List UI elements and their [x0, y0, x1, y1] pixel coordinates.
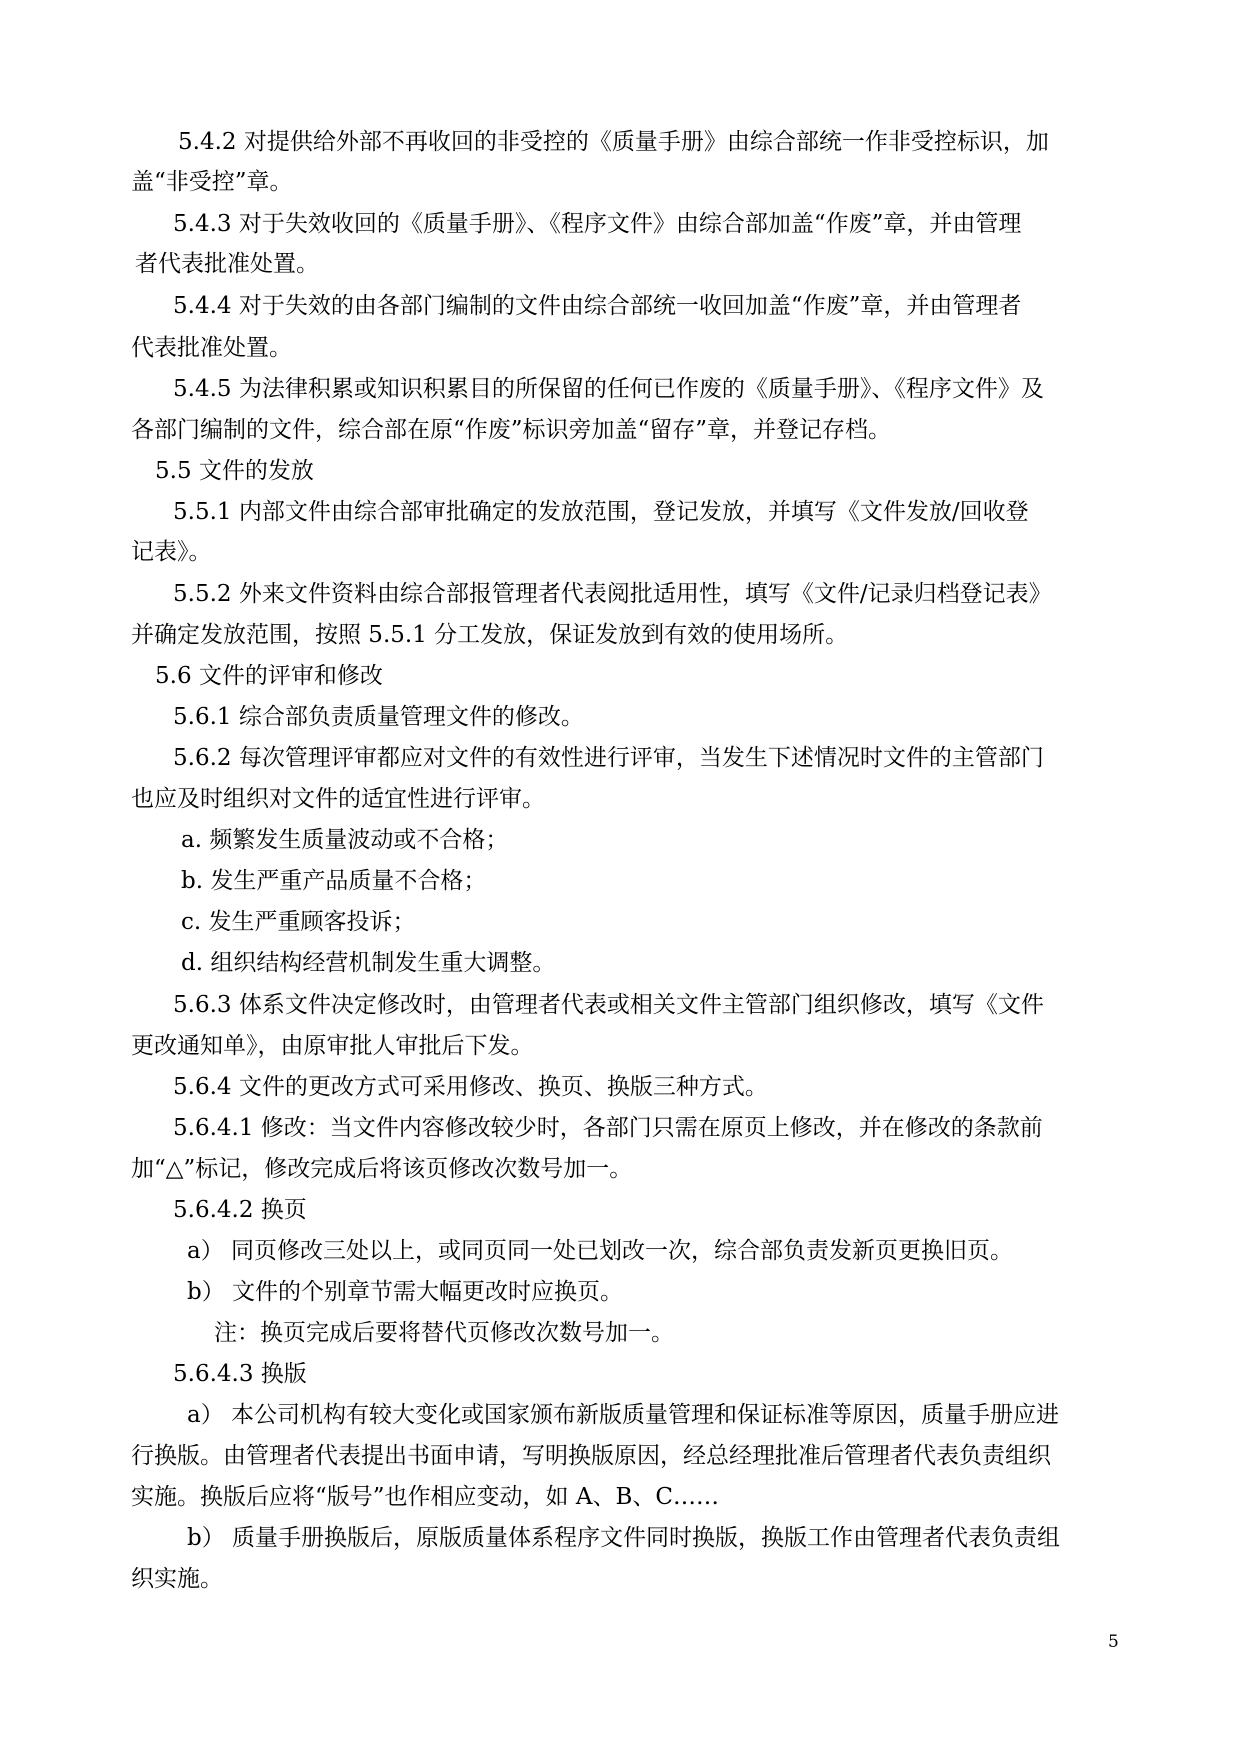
- text-line: 5.6.3 体系文件决定修改时，由管理者代表或相关文件主管部门组织修改，填写《文件: [173, 992, 1044, 1018]
- text-line: 5.6.4 文件的更改方式可采用修改、换页、换版三种方式。: [173, 1074, 768, 1100]
- list-item: b） 文件的个别章节需大幅更改时应换页。: [187, 1279, 624, 1305]
- text-line: 5.6.2 每次管理评审都应对文件的有效性进行评审，当发生下述情况时文件的主管部门: [173, 745, 1044, 771]
- section-heading: 5.6 文件的评审和修改: [155, 663, 383, 689]
- text-line: 行换版。由管理者代表提出书面申请，写明换版原因，经总经理批准后管理者代表负责组织: [131, 1443, 1051, 1469]
- text-line: 5.6.4.1 修改：当文件内容修改较少时，各部门只需在原页上修改，并在修改的条款前: [173, 1115, 1043, 1141]
- text-line: 5.5.1 内部文件由综合部审批确定的发放范围，登记发放，并填写《文件发放/回收登: [173, 499, 1029, 525]
- text-line: 5.6.4.2 换页: [173, 1197, 307, 1223]
- text-line: 5.6.1 综合部负责质量管理文件的修改。: [173, 704, 584, 730]
- text-line: 加“△”标记，修改完成后将该页修改次数号加一。: [131, 1156, 633, 1182]
- text-line: 5.4.2 对提供给外部不再收回的非受控的《质量手册》由综合部统一作非受控标识，加: [178, 129, 1049, 155]
- list-item: d. 组织结构经营机制发生重大调整。: [181, 950, 556, 976]
- section-heading: 5.5 文件的发放: [155, 458, 314, 484]
- text-line: 实施。换版后应将“版号”也作相应变动，如 A、B、C……: [131, 1484, 719, 1510]
- text-line: 盖“非受控”章。: [131, 169, 293, 195]
- list-item: a） 同页修改三处以上，或同页同一处已划改一次，综合部负责发新页更换旧页。: [187, 1238, 1014, 1264]
- list-item: c. 发生严重顾客投诉；: [181, 909, 416, 935]
- text-line: 织实施。: [131, 1566, 223, 1592]
- page-number: 5: [1108, 1632, 1119, 1652]
- list-item: a. 频繁发生质量波动或不合格；: [181, 827, 509, 853]
- text-line: 记表》。: [131, 539, 212, 565]
- list-item: b） 质量手册换版后，原版质量体系程序文件同时换版，换版工作由管理者代表负责组: [187, 1525, 1061, 1551]
- text-line: 5.5.2 外来文件资料由综合部报管理者代表阅批适用性，填写《文件/记录归档登记表》: [173, 581, 1052, 607]
- text-line: 5.4.4 对于失效的由各部门编制的文件由综合部统一收回加盖“作废”章，并由管理者: [173, 293, 1022, 319]
- text-line: 5.4.3 对于失效收回的《质量手册》、《程序文件》由综合部加盖“作废”章，并由管理: [173, 211, 1022, 237]
- text-line: 代表批准处置。: [131, 335, 292, 361]
- note-line: 注：换页完成后要将替代页修改次数号加一。: [214, 1320, 674, 1346]
- list-item: a） 本公司机构有较大变化或国家颁布新版质量管理和保证标准等原因，质量手册应进: [187, 1402, 1060, 1428]
- text-line: 更改通知单》，由原审批人审批后下发。: [131, 1033, 534, 1059]
- text-line: 各部门编制的文件，综合部在原“作废”标识旁加盖“留存”章，并登记存档。: [131, 417, 892, 443]
- text-line: 者代表批准处置。: [135, 251, 319, 277]
- text-line: 并确定发放范围，按照 5.5.1 分工发放，保证发放到有效的使用场所。: [131, 622, 849, 648]
- list-item: b. 发生严重产品质量不合格；: [181, 868, 487, 894]
- text-line: 也应及时组织对文件的适宜性进行评审。: [131, 786, 545, 812]
- text-line: 5.4.5 为法律积累或知识积累目的所保留的任何已作废的《质量手册》、《程序文件》及: [173, 376, 1044, 402]
- text-line: 5.6.4.3 换版: [173, 1361, 307, 1387]
